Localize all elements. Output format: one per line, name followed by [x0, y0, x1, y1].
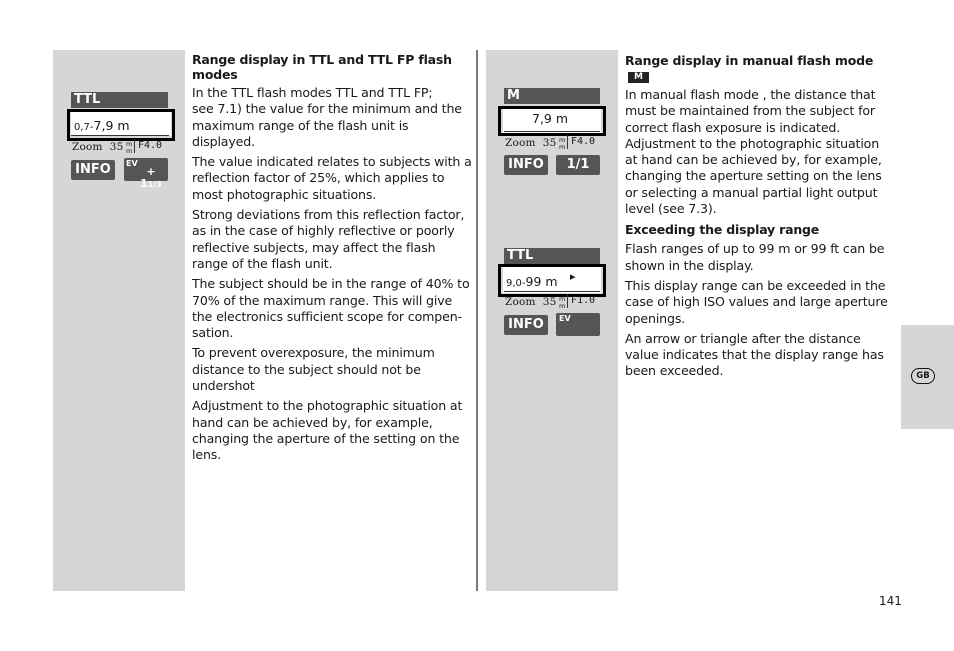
right-paragraph-4: An arrow or triangle after the distance value indicates that the display range has been exceeded. [625, 330, 884, 379]
zoom-label: Zoom 35 [72, 141, 124, 153]
left-paragraph-7: Adjustment to the photographic situation at hand can be achieved by, for example, changing the aperture of the setting on the lens. [192, 398, 463, 463]
left-paragraph-4: Strong deviations from this reflection factor, as in the case of highly reflective or poorly reflective subjects, may affect the flash range of the flash unit. [192, 207, 465, 271]
power-level-button[interactable]: 1/1 [556, 155, 600, 175]
info-button[interactable]: INFO [504, 315, 548, 335]
ev-value: + 11/3 [140, 165, 162, 190]
right-paragraph-1: In manual flash mode , the distance that must be maintained from the subject for correct flash exposure is indicated. Adjustment to the photographic situation at hand can be achieved by, for example, changing the aperture setting on the lens or selecting a manual partial light output level (see 7.3). [625, 87, 882, 217]
mode-bar-ttl: TTL [504, 248, 600, 264]
aperture-value: F1.0 [571, 295, 596, 306]
unit-bottom: m [126, 147, 133, 155]
distance-readout: 7,9 m [532, 111, 569, 126]
right-text-column [625, 53, 895, 380]
ev-label: EV [126, 159, 138, 168]
range-underline [71, 135, 169, 136]
overflow-arrow-icon: ▸ [570, 270, 576, 283]
language-badge: GB [911, 368, 935, 384]
distance-underline [504, 131, 600, 132]
unit-top: m [559, 136, 566, 144]
range-max: 7,9 m [93, 118, 130, 133]
range-underline [504, 291, 600, 292]
mode-bar-ttl: TTL [71, 92, 168, 108]
ev-button[interactable] [124, 158, 168, 190]
page-number: 141 [879, 594, 902, 608]
left-text-column [192, 52, 472, 464]
mode-bar-m: M [504, 88, 600, 104]
zoom-divider [567, 294, 568, 308]
right-paragraph-3: This display range can be exceeded in the case of high ISO values and large aperture openings. [625, 277, 888, 326]
range-min: 9,0- [506, 278, 526, 289]
right-subheading: Exceeding the display range [625, 222, 820, 238]
left-paragraph-5: The subject should be in the range of 40% to 70% of the maximum range. This will give the electronics sufficient scope for compen-sation. [192, 276, 470, 341]
right-paragraph-2: Flash ranges of up to 99 m or 99 ft can be shown in the display. [625, 241, 885, 273]
zoom-divider [134, 139, 135, 153]
ev-button[interactable] [556, 313, 600, 336]
zoom-label: Zoom 35 [505, 137, 557, 149]
aperture-value: F4.0 [138, 140, 163, 151]
info-button[interactable]: INFO [504, 155, 548, 175]
range-readout [74, 115, 130, 134]
left-paragraph-2: see 7.1) the value for the minimum and the maximum range of the flash unit is displayed. [192, 101, 462, 149]
left-paragraph-1: In the TTL flash modes TTL and TTL FP; [192, 85, 433, 100]
left-paragraph-3: The value indicated relates to subjects with a reflection factor of 25%, which applies to most photographic situations. [192, 154, 472, 202]
unit-top: m [559, 295, 566, 303]
zoom-divider [567, 135, 568, 149]
unit-bottom: m [559, 302, 566, 310]
zoom-label: Zoom 35 [505, 296, 557, 308]
manual-mode-badge: M [628, 72, 649, 83]
right-heading: Range display in manual flash modeM [625, 53, 874, 82]
aperture-value: F4.0 [571, 136, 596, 147]
info-button[interactable]: INFO [71, 160, 115, 180]
unit-bottom: m [559, 143, 566, 151]
unit-top: m [126, 140, 133, 148]
ev-label: EV [559, 314, 571, 323]
column-divider [476, 50, 478, 591]
left-paragraph-6: To prevent overexposure, the minimum distance to the subject should not be undershot [192, 345, 435, 394]
range-readout [506, 271, 558, 290]
range-max: 99 m [525, 274, 558, 289]
left-heading: Range display in TTL and TTL FP flash modes [192, 52, 452, 82]
range-min: 0,7- [74, 122, 94, 133]
